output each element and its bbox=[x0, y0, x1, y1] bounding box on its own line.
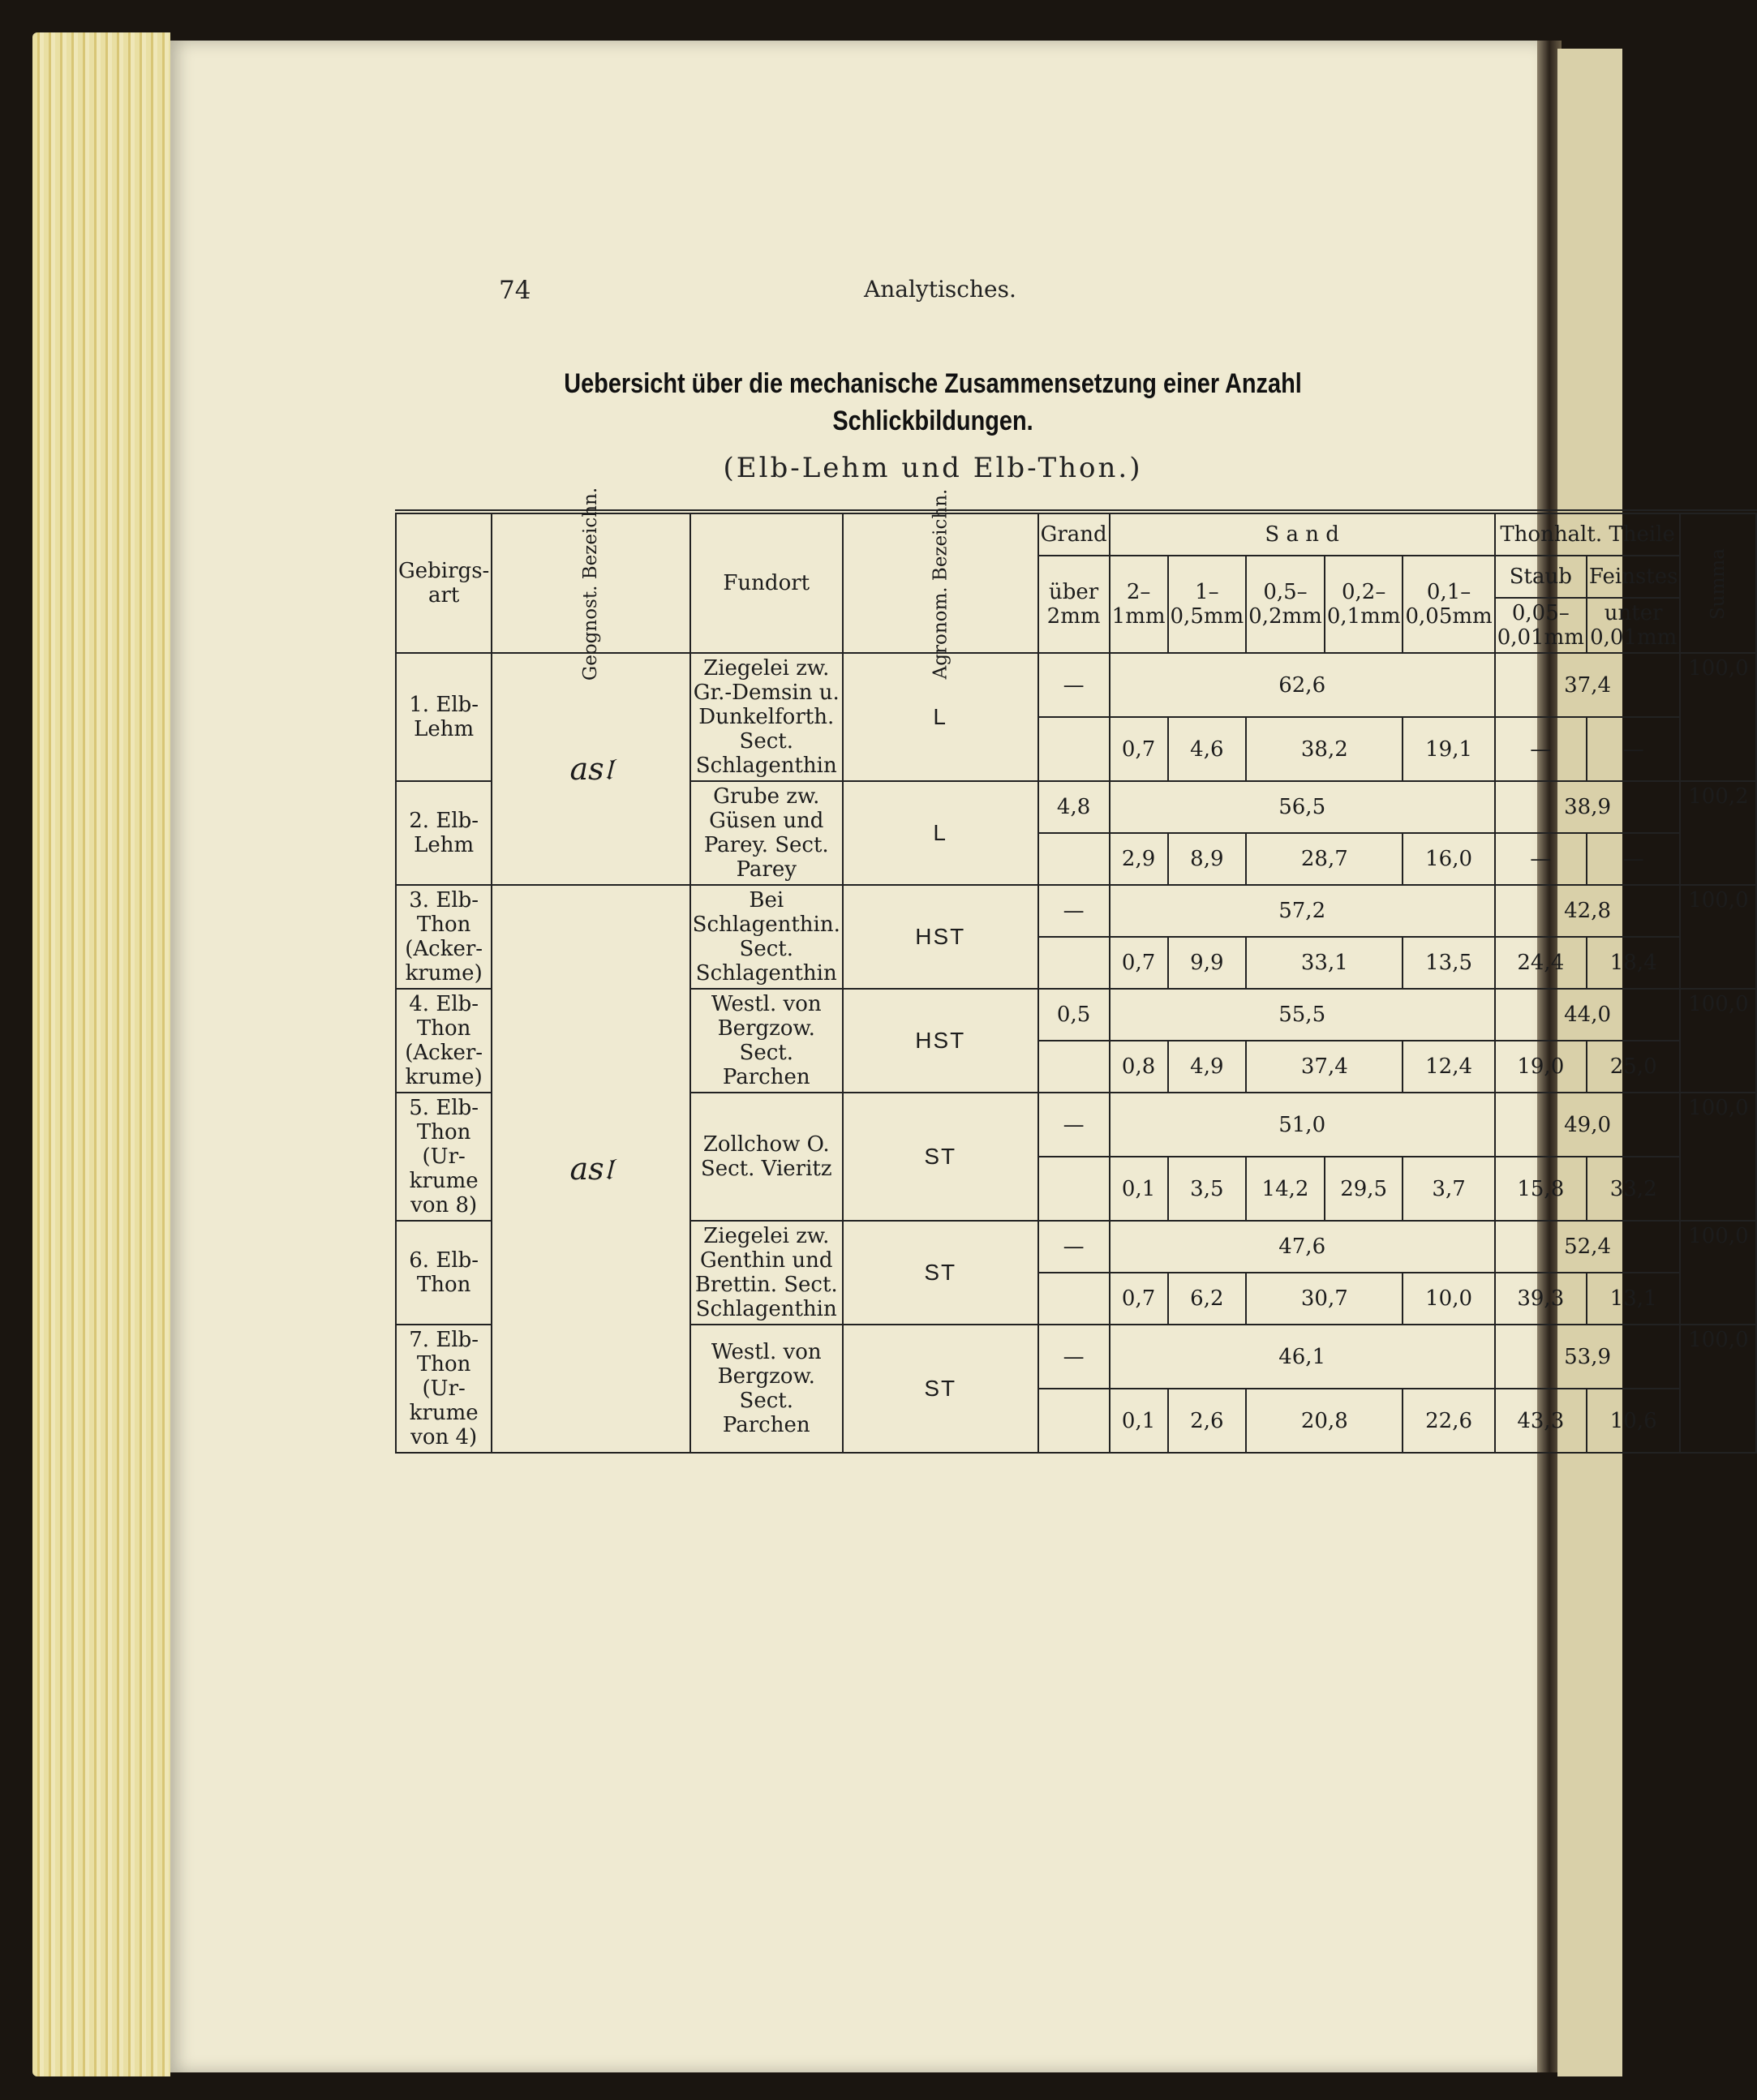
cell-sand-1: 0,7 bbox=[1110, 1273, 1168, 1325]
book-page-edges bbox=[32, 32, 170, 2076]
cell-sand-4: 29,5 bbox=[1325, 1157, 1403, 1221]
cell-gebirgsart: 4. Elb-Thon (Acker-krume) bbox=[396, 989, 492, 1093]
cell-gebirgsart: 1. Elb-Lehm bbox=[396, 653, 492, 781]
cell-staub: 15,8 bbox=[1495, 1157, 1587, 1221]
cell-grand: — bbox=[1038, 1221, 1110, 1273]
header-sand: S a n d bbox=[1110, 512, 1495, 556]
cell-sand-2: 4,6 bbox=[1168, 717, 1247, 781]
cell-sand-total: 62,6 bbox=[1110, 653, 1495, 717]
cell-sand-4: 16,0 bbox=[1403, 833, 1494, 885]
cell-sand-3: 28,7 bbox=[1246, 833, 1403, 885]
cell-sand-4: 12,4 bbox=[1403, 1041, 1494, 1093]
header-sand-col-2: 1–0,5mm bbox=[1168, 556, 1247, 653]
cell-sand-1: 0,1 bbox=[1110, 1157, 1168, 1221]
cell-sand-2: 8,9 bbox=[1168, 833, 1247, 885]
cell-fundort: Grube zw. Güsen und Parey. Sect. Parey bbox=[690, 781, 843, 885]
cell-grand: — bbox=[1038, 885, 1110, 937]
header-grand-sub: über 2mm bbox=[1038, 556, 1110, 653]
cell-sand-3: 33,1 bbox=[1246, 937, 1403, 989]
cell-agronom: HST bbox=[843, 885, 1038, 989]
cell-grand-empty bbox=[1038, 1041, 1110, 1093]
header-feinstes: Feinstes bbox=[1587, 556, 1681, 598]
cell-sand-3: 38,2 bbox=[1246, 717, 1403, 781]
cell-summa: 100,0 bbox=[1680, 1221, 1756, 1325]
cell-gebirgsart: 7. Elb-Thon (Ur-krume von 4) bbox=[396, 1325, 492, 1453]
cell-gebirgsart: 5. Elb-Thon (Ur-krume von 8) bbox=[396, 1093, 492, 1221]
analysis-table bbox=[395, 487, 1757, 1454]
cell-sand-4: 22,6 bbox=[1403, 1389, 1494, 1453]
cell-grand: 4,8 bbox=[1038, 781, 1110, 833]
header-sand-col-1: 2–1mm bbox=[1110, 556, 1168, 653]
cell-gebirgsart: 3. Elb-Thon (Acker-krume) bbox=[396, 885, 492, 989]
cell-feinstes: — bbox=[1587, 717, 1681, 781]
page-number: 74 bbox=[499, 276, 531, 305]
cell-staub: 19,0 bbox=[1495, 1041, 1587, 1093]
cell-sand-5: 3,7 bbox=[1403, 1157, 1494, 1221]
cell-summa: 100,0 bbox=[1680, 989, 1756, 1093]
table-subtitle: (Elb-Lehm und Elb-Thon.) bbox=[723, 452, 1143, 484]
cell-thon-total: 49,0 bbox=[1495, 1093, 1681, 1157]
header-sand-col-5: 0,1–0,05mm bbox=[1403, 556, 1494, 653]
cell-feinstes: — bbox=[1587, 833, 1681, 885]
cell-thon-total: 42,8 bbox=[1495, 885, 1681, 937]
cell-sand-1: 0,7 bbox=[1110, 937, 1168, 989]
cell-grand: — bbox=[1038, 1325, 1110, 1389]
cell-feinstes: 33,2 bbox=[1587, 1157, 1681, 1221]
cell-fundort: Westl. von Bergzow. Sect. Parchen bbox=[690, 1325, 843, 1453]
cell-staub: 39,3 bbox=[1495, 1273, 1587, 1325]
cell-thon-total: 53,9 bbox=[1495, 1325, 1681, 1389]
cell-sand-1: 0,7 bbox=[1110, 717, 1168, 781]
header-grand: Grand bbox=[1038, 512, 1110, 556]
cell-thon-total: 52,4 bbox=[1495, 1221, 1681, 1273]
cell-sand-total: 55,5 bbox=[1110, 989, 1495, 1041]
header-summa: Summa bbox=[1680, 512, 1756, 653]
cell-fundort: Zollchow O. Sect. Vieritz bbox=[690, 1093, 843, 1221]
header-staub: Staub bbox=[1495, 556, 1587, 598]
cell-agronom: HST bbox=[843, 989, 1038, 1093]
cell-sand-4: 19,1 bbox=[1403, 717, 1494, 781]
header-thon: Thonhalt. Theile bbox=[1495, 512, 1681, 556]
cell-thon-total: 44,0 bbox=[1495, 989, 1681, 1041]
cell-sand-2: 4,9 bbox=[1168, 1041, 1247, 1093]
title-line-1: Uebersicht über die mechanische Zusammensetzung einer Anzahl bbox=[564, 368, 1302, 399]
cell-sand-3: 30,7 bbox=[1246, 1273, 1403, 1325]
cell-gebirgsart: 6. Elb-Thon bbox=[396, 1221, 492, 1325]
cell-sand-2: 2,6 bbox=[1168, 1389, 1247, 1453]
table-title bbox=[526, 365, 1340, 440]
cell-staub: 43,3 bbox=[1495, 1389, 1587, 1453]
cell-sand-2: 9,9 bbox=[1168, 937, 1247, 989]
cell-sand-2: 3,5 bbox=[1168, 1157, 1247, 1221]
cell-fundort: Bei Schlagenthin. Sect. Schlagenthin bbox=[690, 885, 843, 989]
cell-feinstes: 25,0 bbox=[1587, 1041, 1681, 1093]
cell-sand-4: 13,5 bbox=[1403, 937, 1494, 989]
cell-sand-4: 10,0 bbox=[1403, 1273, 1494, 1325]
cell-thon-total: 37,4 bbox=[1495, 653, 1681, 717]
cell-sand-2: 6,2 bbox=[1168, 1273, 1247, 1325]
cell-sand-1: 0,8 bbox=[1110, 1041, 1168, 1093]
header-sand-col-3: 0,5–0,2mm bbox=[1246, 556, 1325, 653]
cell-sand-1: 2,9 bbox=[1110, 833, 1168, 885]
cell-agronom: ST bbox=[843, 1093, 1038, 1221]
cell-feinstes: 10,6 bbox=[1587, 1389, 1681, 1453]
cell-sand-total: 51,0 bbox=[1110, 1093, 1495, 1157]
cell-thon-total: 38,9 bbox=[1495, 781, 1681, 833]
cell-fundort: Westl. von Bergzow. Sect. Parchen bbox=[690, 989, 843, 1093]
cell-grand-empty bbox=[1038, 1273, 1110, 1325]
cell-summa: 100,0 bbox=[1680, 653, 1756, 781]
header-feinstes-sub: unter 0,01mm bbox=[1587, 598, 1681, 653]
cell-sand-3: 37,4 bbox=[1246, 1041, 1403, 1093]
cell-agronom: L bbox=[843, 653, 1038, 781]
cell-agronom: ST bbox=[843, 1325, 1038, 1453]
cell-gebirgsart: 2. Elb-Lehm bbox=[396, 781, 492, 885]
header-staub-sub: 0,05–0,01mm bbox=[1495, 598, 1587, 653]
cell-staub: — bbox=[1495, 717, 1587, 781]
cell-fundort: Ziegelei zw. Gr.-Demsin u. Dunkelforth. Sect. Schlagenthin bbox=[690, 653, 843, 781]
cell-agronom: ST bbox=[843, 1221, 1038, 1325]
cell-geognost: as𝔩 bbox=[492, 885, 689, 1453]
cell-agronom: L bbox=[843, 781, 1038, 885]
cell-fundort: Ziegelei zw. Genthin und Brettin. Sect. Schlagenthin bbox=[690, 1221, 843, 1325]
header-fundort: Fundort bbox=[690, 512, 843, 653]
header-sand-col-4: 0,2–0,1mm bbox=[1325, 556, 1403, 653]
table-row bbox=[396, 885, 1756, 937]
cell-sand-3: 20,8 bbox=[1246, 1389, 1403, 1453]
cell-sand-total: 46,1 bbox=[1110, 1325, 1495, 1389]
cell-grand: 0,5 bbox=[1038, 989, 1110, 1041]
cell-sand-1: 0,1 bbox=[1110, 1389, 1168, 1453]
cell-sand-total: 57,2 bbox=[1110, 885, 1495, 937]
cell-sand-3: 14,2 bbox=[1246, 1157, 1325, 1221]
header-gebirgsart: Gebirgs-art bbox=[396, 512, 492, 653]
cell-grand-empty bbox=[1038, 833, 1110, 885]
cell-grand: — bbox=[1038, 653, 1110, 717]
header-agronom: Agronom. Bezeichn. bbox=[843, 512, 1038, 653]
cell-staub: — bbox=[1495, 833, 1587, 885]
cell-feinstes: 18,4 bbox=[1587, 937, 1681, 989]
header-geognost: Geognost. Bezeichn. bbox=[492, 512, 689, 653]
cell-grand-empty bbox=[1038, 1157, 1110, 1221]
cell-sand-total: 47,6 bbox=[1110, 1221, 1495, 1273]
running-head: Analytisches. bbox=[864, 276, 1016, 303]
cell-summa: 100,2 bbox=[1680, 781, 1756, 885]
cell-grand-empty bbox=[1038, 717, 1110, 781]
cell-feinstes: 13,1 bbox=[1587, 1273, 1681, 1325]
cell-geognost: as𝔩 bbox=[492, 653, 689, 885]
cell-staub: 24,4 bbox=[1495, 937, 1587, 989]
cell-grand: — bbox=[1038, 1093, 1110, 1157]
cell-grand-empty bbox=[1038, 1389, 1110, 1453]
title-line-2: Schlickbildungen. bbox=[832, 406, 1033, 436]
cell-summa: 100,0 bbox=[1680, 1093, 1756, 1221]
cell-summa: 100,0 bbox=[1680, 885, 1756, 989]
cell-sand-total: 56,5 bbox=[1110, 781, 1495, 833]
cell-summa: 100,0 bbox=[1680, 1325, 1756, 1453]
cell-grand-empty bbox=[1038, 937, 1110, 989]
